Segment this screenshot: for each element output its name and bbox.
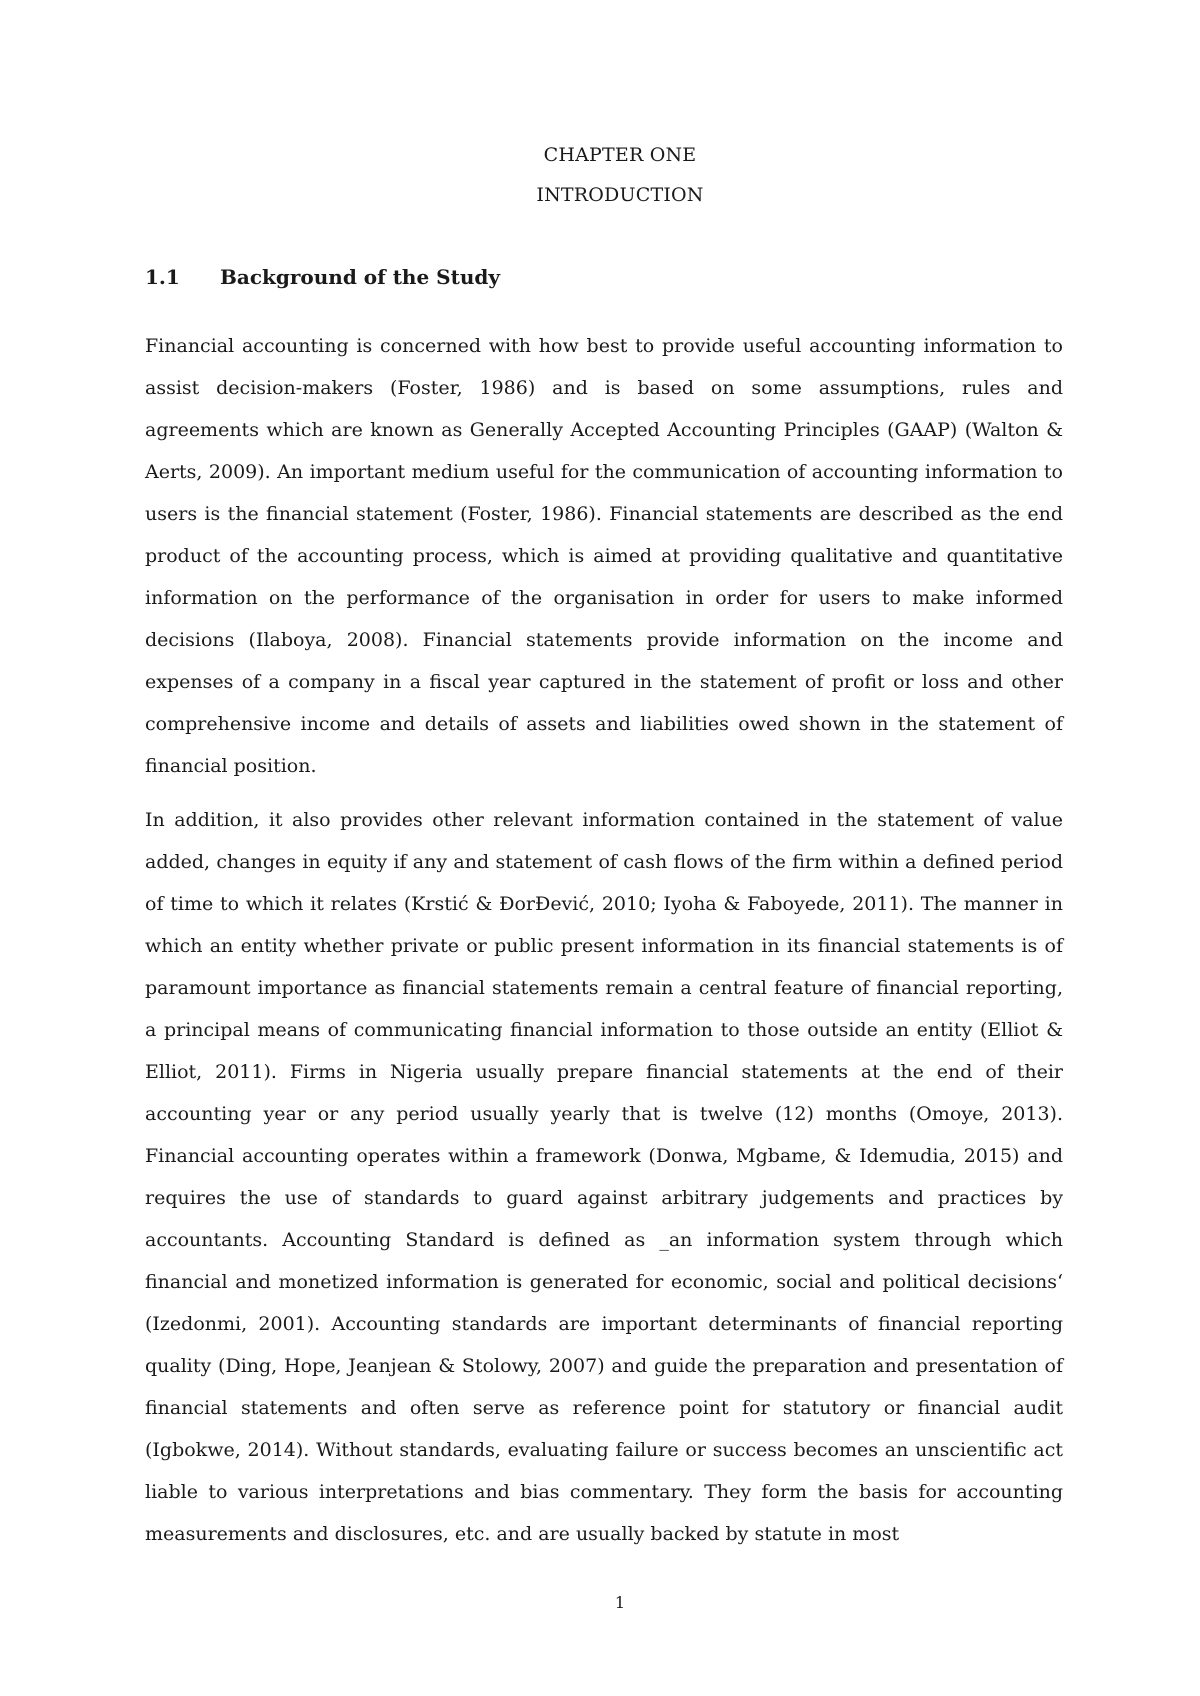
body-paragraph: Financial accounting is concerned with how best to provide useful accounting information to assist decision-makers (Foster, 1986) and is based on some assumptions, rules and agreements which are known as Generally Accepted Accounting Principles (GAAP) (Walton & Aerts, 2009). An important medium useful for the communication of accounting information to users is the financial statement (Foster, 1986). Financial statements are described as the end product of the accounting process, which is aimed at providing qualitative and quantitative information on the performance of the organisation in order for users to make informed decisions (Ilaboya, 2008). Financial statements provide information on the income and expenses of a company in a fiscal year captured in the statement of profit or loss and other comprehensive income and details of assets and liabilities owed shown in the statement of financial position. <box>145 335 1063 777</box>
body-paragraph: In addition, it also provides other relevant information contained in the statement of value added, changes in equity if any and statement of cash flows of the firm within a defined period of time to which it relates (Krstić & ĐorĐević, 2010; Iyoha & Faboyede, 2011). The manner in which an entity whether private or public present information in its financial statements is of paramount importance as financial statements remain a central feature of financial reporting, a principal means of communicating financial information to those outside an entity (Elliot & Elliot, 2011). Firms in Nigeria usually prepare financial statements at the end of their accounting year or any period usually yearly that is twelve (12) months (Omoye, 2013). Financial accounting operates within a framework (Donwa, Mgbame, & Idemudia, 2015) and requires the use of standards to guard against arbitrary judgements and practices by accountants. Accounting Standard is defined as _an information system through which financial and monetized information is generated for economic, social and political decisions‘ (Izedonmi, 2001). Accounting standards are important determinants of financial reporting quality (Ding, Hope, Jeanjean & Stolowy, 2007) and guide the preparation and presentation of financial statements and often serve as reference point for statutory or financial audit (Igbokwe, 2014). Without standards, evaluating failure or success becomes an unscientific act liable to various interpretations and bias commentary. They form the basis for accounting measurements and disclosures, etc. and are usually backed by statute in most <box>145 809 1063 1545</box>
section-title: Background of the Study <box>220 265 500 289</box>
section-number: 1.1 <box>145 265 180 289</box>
chapter-title: INTRODUCTION <box>536 184 704 206</box>
page-number: 1 <box>614 1593 626 1612</box>
chapter-label: CHAPTER ONE <box>543 144 697 166</box>
section-heading <box>145 264 500 290</box>
